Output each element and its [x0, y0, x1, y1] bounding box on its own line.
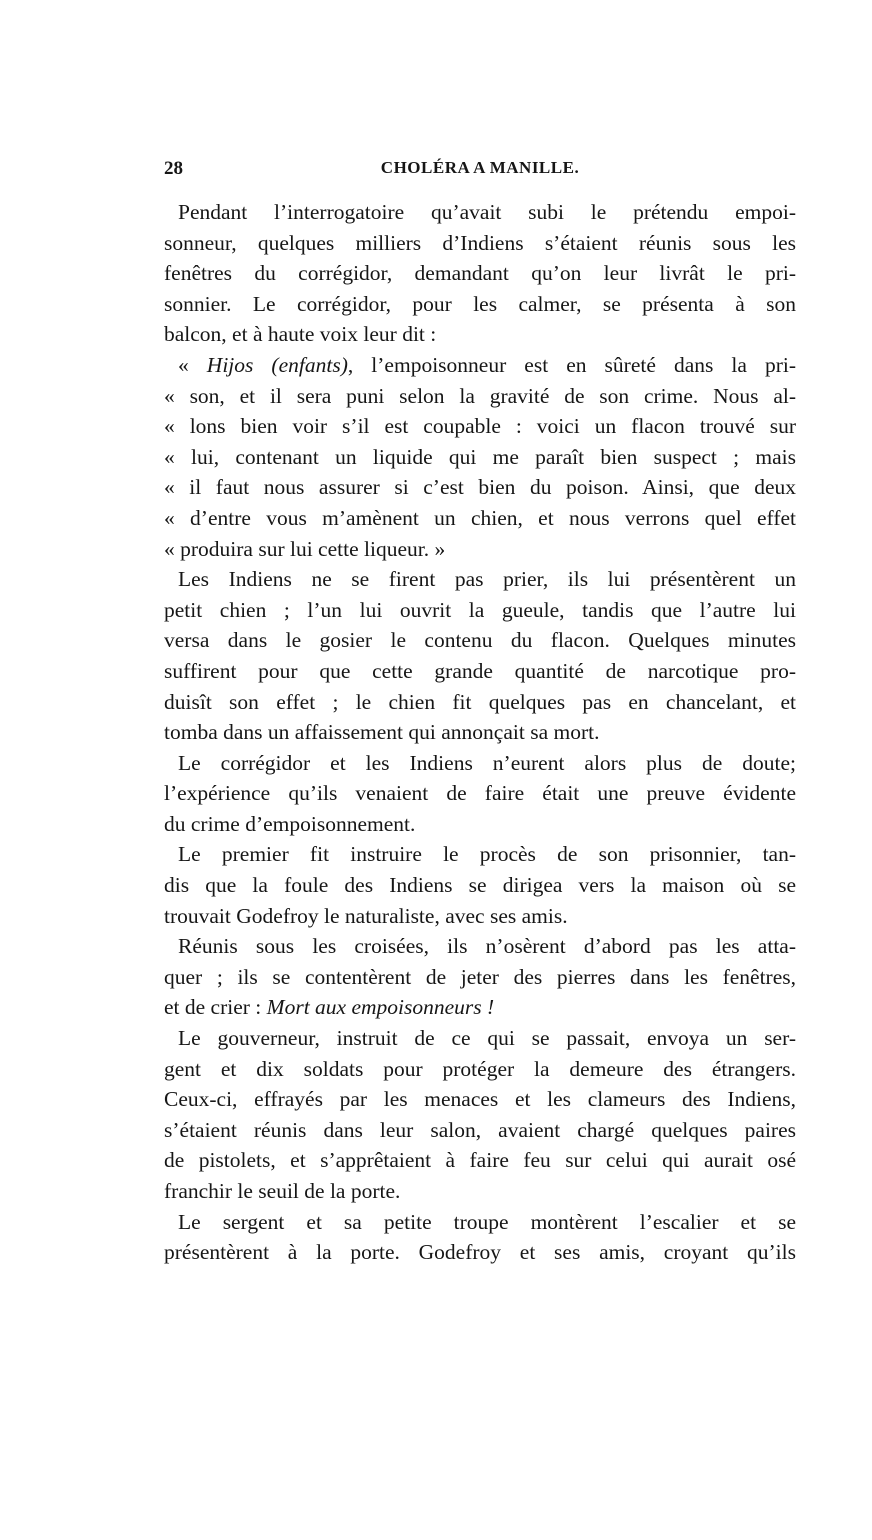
text-line — [164, 1023, 796, 1054]
text-segment: Ceux-ci, effrayés par les menaces et les clameurs des Indiens, — [164, 1087, 796, 1112]
text-line — [164, 778, 796, 809]
text-segment: s’étaient réunis dans leur salon, avaient chargé quelques paires — [164, 1117, 796, 1142]
text-segment: fenêtres du corrégidor, demandant qu’on leur livrât le pri- — [164, 261, 796, 286]
text-line — [164, 472, 796, 503]
text-segment: trouvait Godefroy le naturaliste, avec ses amis. — [164, 903, 568, 928]
text-segment: gent et dix soldats pour protéger la demeure des étrangers. — [164, 1056, 796, 1081]
text-line — [164, 992, 796, 1023]
page-header — [164, 158, 796, 188]
text-line — [164, 1145, 796, 1176]
text-segment: « — [178, 352, 207, 377]
text-line — [164, 1237, 796, 1268]
text-segment: balcon, et à haute voix leur dit : — [164, 322, 437, 347]
text-line — [164, 319, 796, 350]
text-line — [164, 1115, 796, 1146]
italic-text: Hijos (enfants) — [206, 352, 348, 377]
text-line — [164, 1054, 796, 1085]
text-segment: « d’entre vous m’amènent un chien, et nous verrons quel effet — [164, 505, 796, 530]
text-segment: petit chien ; l’un lui ouvrit la gueule, tandis que l’autre lui — [164, 597, 796, 622]
text-line — [164, 962, 796, 993]
text-line — [164, 381, 796, 412]
text-line — [164, 809, 796, 840]
text-line — [164, 350, 796, 381]
text-line — [164, 197, 796, 228]
text-segment: « il faut nous assurer si c’est bien du poison. Ainsi, que deux — [164, 475, 796, 500]
text-segment: Réunis sous les croisées, ils n’osèrent d’abord pas les atta- — [178, 934, 796, 959]
text-segment: , l’empoisonneur est en sûreté dans la pri- — [347, 352, 796, 377]
text-line — [164, 503, 796, 534]
text-segment: tomba dans un affaissement qui annonçait sa mort. — [164, 720, 600, 745]
text-line — [164, 625, 796, 656]
text-line — [164, 931, 796, 962]
text-segment: Pendant l’interrogatoire qu’avait subi le prétendu empoi- — [178, 200, 796, 224]
text-segment: « produira sur lui cette liqueur. » — [164, 536, 446, 561]
text-line — [164, 717, 796, 748]
text-segment: suffirent pour que cette grande quantité de narcotique pro- — [164, 658, 796, 683]
text-line — [164, 839, 796, 870]
page-body-text — [164, 197, 796, 1268]
text-segment: Le gouverneur, instruit de ce qui se passait, envoya un ser- — [178, 1026, 796, 1051]
text-segment: sonneur, quelques milliers d’Indiens s’étaient réunis sous les — [164, 230, 796, 255]
text-line — [164, 1207, 796, 1238]
text-segment: franchir le seuil de la porte. — [164, 1179, 401, 1203]
text-segment: quer ; ils se contentèrent de jeter des pierres dans les fenêtres, — [164, 964, 796, 989]
text-line — [164, 442, 796, 473]
text-segment: présentèrent à la porte. Godefroy et ses amis, croyant qu’ils — [164, 1240, 796, 1265]
text-line — [164, 228, 796, 259]
text-segment: Les Indiens ne se firent pas prier, ils lui présentèrent un — [178, 567, 796, 592]
text-segment: dis que la foule des Indiens se dirigea vers la maison où se — [164, 873, 796, 898]
text-segment: « lons bien voir s’il est coupable : voici un flacon trouvé sur — [164, 414, 796, 439]
text-line — [164, 258, 796, 289]
text-line — [164, 289, 796, 320]
text-line — [164, 870, 796, 901]
running-title: CHOLÉRA A MANILLE. — [380, 158, 580, 177]
text-segment: l’expérience qu’ils venaient de faire était une preuve évidente — [164, 781, 796, 806]
text-line — [164, 656, 796, 687]
text-segment: duisît son effet ; le chien fit quelques pas en chancelant, et — [164, 689, 796, 714]
text-segment: Le corrégidor et les Indiens n’eurent alors plus de doute; — [178, 750, 796, 775]
text-segment: « son, et il sera puni selon la gravité de son crime. Nous al- — [164, 383, 796, 408]
text-segment: et de crier : — [164, 995, 267, 1020]
text-line — [164, 534, 796, 565]
text-line — [164, 901, 796, 932]
text-segment: sonnier. Le corrégidor, pour les calmer, se présenta à son — [164, 291, 796, 316]
text-line — [164, 411, 796, 442]
text-segment: versa dans le gosier le contenu du flacon. Quelques minutes — [164, 628, 796, 653]
italic-text: Mort aux empoisonneurs ! — [266, 995, 495, 1020]
text-line — [164, 1176, 796, 1207]
text-segment: Le premier fit instruire le procès de son prisonnier, tan- — [178, 842, 796, 867]
text-line — [164, 564, 796, 595]
text-segment: du crime d’empoisonnement. — [164, 811, 416, 836]
text-line — [164, 595, 796, 626]
page-number: 28 — [164, 158, 183, 179]
text-line — [164, 748, 796, 779]
text-segment: « lui, contenant un liquide qui me paraît bien suspect ; mais — [164, 444, 796, 469]
text-segment: de pistolets, et s’apprêtaient à faire feu sur celui qui aurait osé — [164, 1148, 796, 1173]
text-line — [164, 687, 796, 718]
text-segment: Le sergent et sa petite troupe montèrent l’escalier et se — [178, 1209, 796, 1234]
text-line — [164, 1084, 796, 1115]
